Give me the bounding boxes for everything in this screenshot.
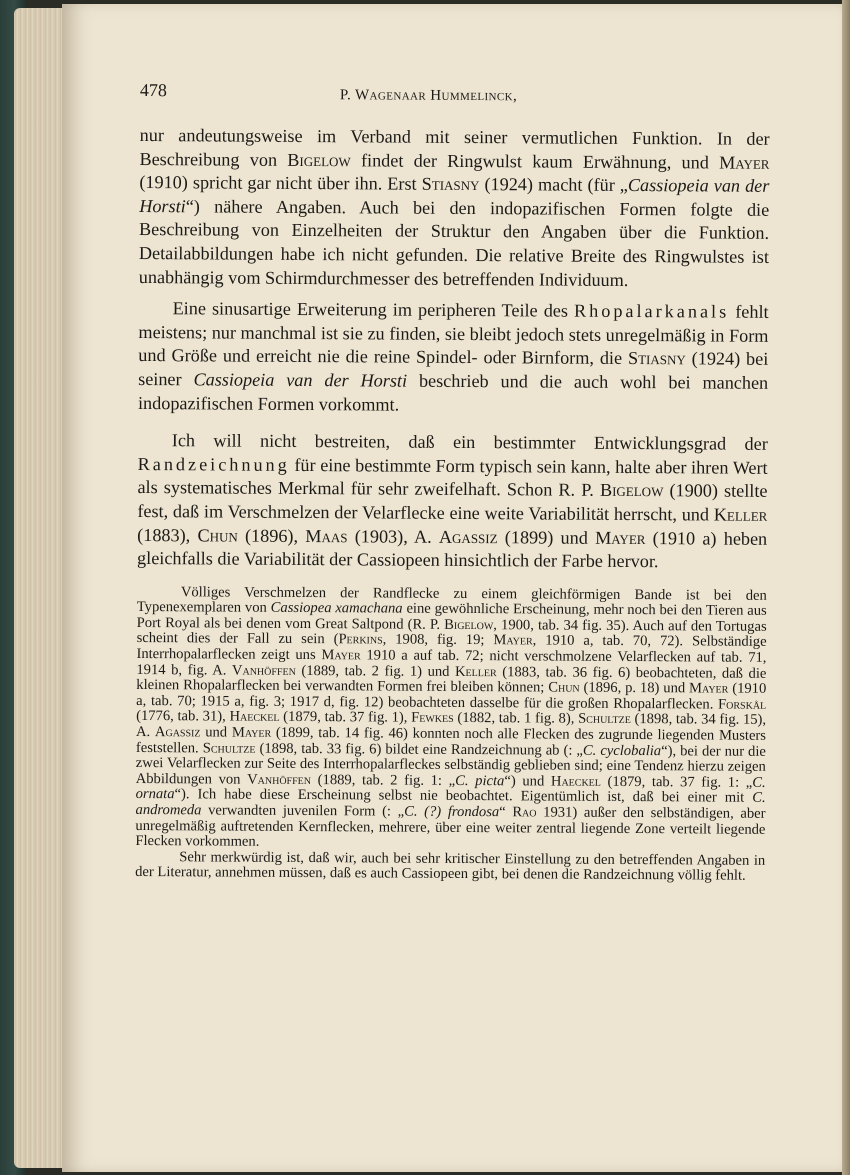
author-name: Bigelow	[599, 480, 664, 501]
author-name: Maas	[305, 525, 348, 546]
species-name: Cassiopea xamachana	[270, 600, 403, 617]
author-name: Haeckel	[229, 708, 280, 726]
author-name: Mayer	[231, 724, 272, 741]
page-number: 478	[139, 80, 167, 101]
author-name: Chun	[548, 679, 580, 696]
author-name: Schultze	[578, 711, 631, 728]
paragraph-rhopalarkanal: Eine sinusartige Erweiterung im peripheren Teile des Rhopalarkanals fehlt meistens; nur manchmal ist sie zu finden, sie bleibt jedoch stets unregelmäßig in Form und Größe und erreicht nie die reine Spindel- oder Birnform, die Stiasny (1924) bei seiner Cassiopeia van der Horsti beschrieb und die auch wohl bei manchen indopazifischen Formen vorkommt.	[137, 298, 769, 415]
author-name: Stiasny	[627, 348, 686, 369]
author-name: Stiasny	[421, 173, 480, 195]
author-name: Mayer	[719, 152, 770, 173]
emphasized-term: Rhopalarkanals	[573, 300, 730, 322]
author-name: Mayer	[321, 647, 361, 664]
author-name: Chun	[197, 524, 238, 546]
note-verschmelzen: Völliges Verschmelzen der Randflecke zu einem gleichförmigen Bande ist bei den Typenexemplaren von Cassiopea xamachana eine gewöhnliche Erscheinung, mehr noch bei den Tieren aus Port Royal als bei denen vom Great Saltpond (R. P. Bigelow, 1900, tab. 34 fig. 35). Auch auf den Tortugas scheint dies der Fall zu sein (Perkins, 1908, fig. 19; Mayer, 1910 a, tab. 70, 72). Selbständige Interrhopalarflecken zeigt uns Mayer 1910 a auf tab. 72; nicht verschmolzene Velarflecken auf tab. 71, 1914 b, fig. A. Vanhöffen (1889, tab. 2 fig. 1) und Keller (1883, tab. 36 fig. 6) beobachteten, daß die kleinen Rhopalarflecken bei verwandten Formen frei bleiben können; Chun (1896, p. 18) und Mayer (1910 a, tab. 70; 1915 a, fig. 3; 1917 d, fig. 12) beobachteten dasselbe für die großen Rhopalarflecken. Forskål (1776, tab. 31), Haeckel (1879, tab. 37 fig. 1), Fewkes (1882, tab. 1 fig. 8), Schultze (1898, tab. 34 fig. 15), A. Agassiz und Mayer (1899, tab. 14 fig. 46) konnten noch alle Flecken des zugrunde liegenden Musters feststellen. Schultze (1898, tab. 33 fig. 6) bildet eine Randzeichnung ab (: „C. cyclobalia“), bei der nur die zwei Velarflecken zur Seite des Interrhopalarfleckes selbständig geblieben sind; eine Tendenz hierzu zeigen Abbildungen von Vanhöffen (1889, tab. 2 fig. 1: „C. picta“) und Haeckel (1879, tab. 37 fig. 1: „C. ornata“). Ich habe diese Erscheinung selbst nie beobachtet. Eigentümlich ist, daß bei einer mit C. andromeda verwandten juvenilen Form (: „C. (?) frondosa“ Rao 1931) außer den selbständigen, aber unregelmäßig auftretenden Kernflecken, mehrere, über eine weiter zentral liegende Zone verteilt liegende Flecken vorkommen.	[135, 583, 767, 850]
author-name: Fewkes	[411, 710, 454, 727]
species-name: C. ornata	[135, 774, 766, 803]
note-randzeichnung-fehlt: Sehr merkwürdig ist, daß wir, auch bei sehr kritischer Einstellung zu den betreffenden Angaben in der Literatur, annehmen müssen, daß es auch Cassiopeen gibt, bei denen die Randzeichnung völlig fehlt.	[135, 849, 766, 885]
author-name: Mayer	[493, 632, 533, 649]
running-head: P. Wagenaar Hummelinck,	[339, 87, 518, 105]
author-name: Rao	[512, 804, 537, 821]
author-name: Vanhöffen	[247, 771, 312, 788]
author-name: Mayer	[689, 680, 729, 697]
paragraph-randzeichnung: Ich will nicht bestreiten, daß ein bestimmter Entwicklungsgrad der Randzeichnung für eine bestimmte Form typisch sein kann, halte aber ihren Wert als systematisches Merkmal für sehr zweifelhaft. Schon R. P. Bigelow (1900) stellte fest, daß im Verschmelzen der Velarflecke eine weite Variabilität herrscht, und Keller (1883), Chun (1896), Maas (1903), A. Agassiz (1899) und Mayer (1910 a) heben gleichfalls die Variabilität der Cassiopeen hinsichtlich der Farbe hervor.	[137, 430, 768, 572]
author-name: Agassiz	[154, 724, 201, 741]
author-name: Schultze	[202, 740, 256, 757]
author-name: Mayer	[595, 527, 646, 548]
paragraph-ringwulst: nur andeutungsweise im Verband mit seiner vermutlichen Funktion. In der Beschreibung von Bigelow findet der Ringwulst kaum Erwähnung, und Mayer (1910) spricht gar nicht über ihn. Erst Stiasny (1924) macht (für „Cassiopeia van der Horsti“) nähere Angaben. Auch bei den indopazifischen Formen folgte die Beschreibung von Einzelheiten der Struktur den Angaben über die Funktion. Detailabbildungen habe ich nicht gefunden. Die relative Breite des Ringwulstes ist unabhängig vom Schirmdurchmesser des betreffenden Individuum.	[138, 124, 770, 290]
species-name: C. cyclobalia	[582, 742, 662, 759]
species-name: C. picta	[455, 772, 505, 790]
author-name: Forskål	[718, 696, 767, 713]
author-name: Keller	[454, 663, 497, 680]
author-name: Keller	[713, 504, 768, 525]
author-name: Haeckel	[550, 773, 601, 790]
page-right-edge	[842, 0, 850, 1175]
emphasized-term: Randzeichnung	[137, 453, 290, 475]
species-name: C. (?) frondosa	[404, 803, 500, 821]
species-name: Cassiopeia van der Horsti	[193, 369, 408, 391]
page-header	[140, 80, 770, 114]
author-name: Perkins	[338, 631, 383, 648]
author-name: Agassiz	[438, 526, 498, 547]
author-name: Bigelow	[444, 616, 494, 634]
author-name: Bigelow	[287, 149, 351, 170]
page-content	[135, 80, 770, 885]
species-name: Cassiopeia van der Horsti	[139, 175, 770, 217]
species-name: C. andromeda	[135, 790, 766, 819]
author-name: Vanhöffen	[231, 662, 296, 679]
